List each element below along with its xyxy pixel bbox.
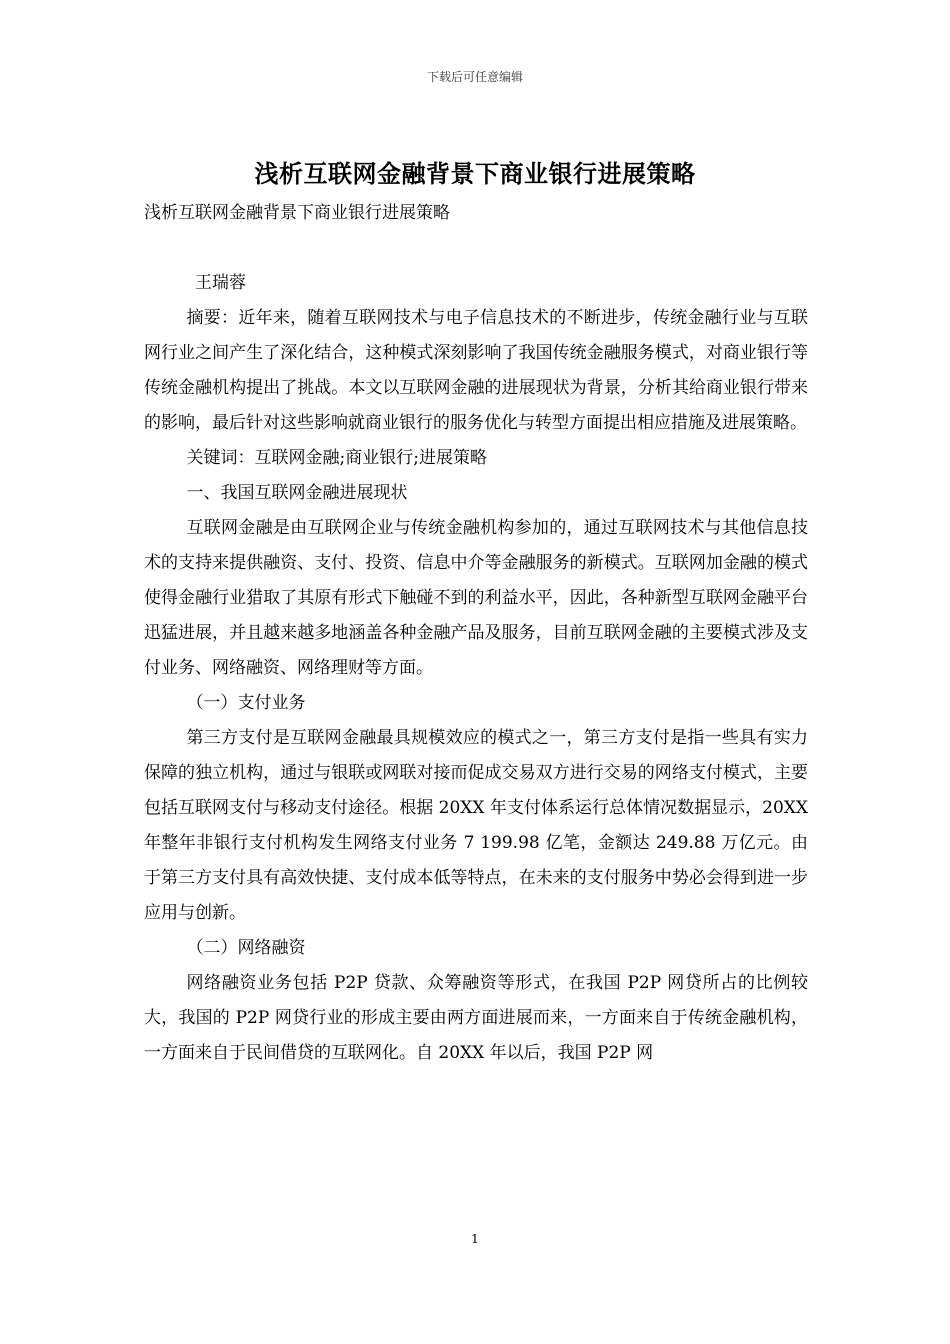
- subsection-2-paragraph: 网络融资业务包括 P2P 贷款、众筹融资等形式，在我国 P2P 网贷所占的比例较大，我国的 P2P 网贷行业的形成主要由两方面进展而来，一方面来自于传统金融机构，一方面来自于民间借贷的互联网化。自 20XX 年以后，我国 P2P 网: [144, 973, 808, 1063]
- document-subtitle: 浅析互联网金融背景下商业银行进展策略: [144, 203, 450, 223]
- abstract-paragraph: 摘要：近年来，随着互联网技术与电子信息技术的不断进步，传统金融行业与互联网行业之间产生了深化结合，这种模式深刻影响了我国传统金融服务模式，对商业银行等传统金融机构提出了挑战。本文以互联网金融的进展现状为背景，分析其给商业银行带来的影响，最后针对这些影响就商业银行的服务优化与转型方面提出相应措施及进展策略。: [144, 308, 808, 433]
- document-body: [144, 196, 808, 1071]
- page-number: 1: [471, 1232, 479, 1246]
- keywords-line: 关键词：互联网金融;商业银行;进展策略: [186, 448, 487, 468]
- section-1-paragraph: 互联网金融是由互联网企业与传统金融机构参加的，通过互联网技术与其他信息技术的支持来提供融资、支付、投资、信息中介等金融服务的新模式。互联网加金融的模式使得金融行业猎取了其原有形式下触碰不到的利益水平，因此，各种新型互联网金融平台迅猛进展，并且越来越多地涵盖各种金融产品及服务，目前互联网金融的主要模式涉及支付业务、网络融资、网络理财等方面。: [144, 518, 808, 678]
- author-name: 王瑞蓉: [195, 273, 246, 293]
- section-heading-1: 一、我国互联网金融进展现状: [186, 483, 408, 503]
- subsection-1-paragraph: 第三方支付是互联网金融最具规模效应的模式之一，第三方支付是指一些具有实力保障的独立机构，通过与银联或网联对接而促成交易双方进行交易的网络支付模式，主要包括互联网支付与移动支付途径。根据 20XX 年支付体系运行总体情况数据显示，20XX 年整年非银行支付机构发生网络支付业务 7 199.98 亿笔，金额达 249.88 万亿元。由于第三方支付具有高效快捷、支付成本低等特点，在未来的支付服务中势必会得到进一步应用与创新。: [144, 728, 808, 923]
- header-note: 下载后可任意编辑: [426, 70, 523, 84]
- subsection-heading-1: （一）支付业务: [186, 693, 306, 713]
- document-title: 浅析互联网金融背景下商业银行进展策略: [254, 160, 696, 188]
- blank-line: [144, 231, 808, 266]
- subsection-heading-2: （二）网络融资: [186, 938, 306, 958]
